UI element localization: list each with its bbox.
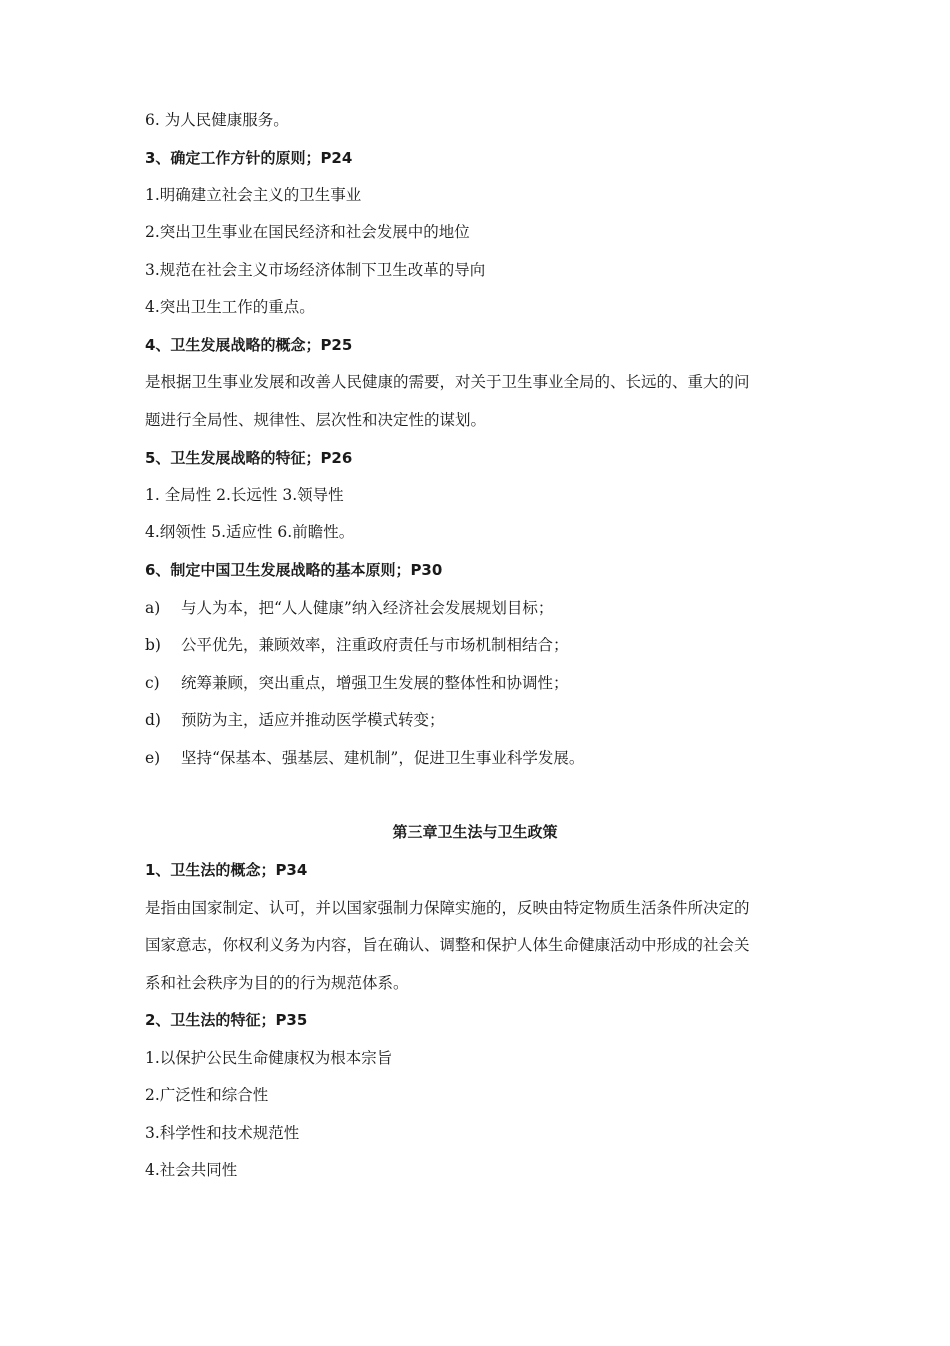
paragraph-line: 题进行全局性、规律性、层次性和决定性的谋划。 [145,411,487,429]
section-heading: 5、卫生发展战略的特征；P26 [145,449,353,467]
list-item: 6. 为人民健康服务。 [145,111,289,129]
paragraph-line: 是根据卫生事业发展和改善人民健康的需要，对关于卫生事业全局的、长远的、重大的问 [145,373,750,391]
list-item: 1. 全局性 2.长远性 3.领导性 [145,486,344,504]
section-heading: 4、卫生发展战略的概念；P25 [145,336,353,354]
list-item: 4.纲领性 5.适应性 6.前瞻性。 [145,523,355,541]
list-marker: e) [145,749,161,767]
paragraph-line: 是指由国家制定、认可，并以国家强制力保障实施的，反映由特定物质生活条件所决定的 [145,899,750,917]
list-text: 公平优先，兼顾效率，注重政府责任与市场机制相结合； [181,636,569,654]
list-item: 3.规范在社会主义市场经济体制下卫生改革的导向 [145,261,486,279]
list-marker: b) [145,636,161,654]
list-item: 3.科学性和技术规范性 [145,1124,300,1142]
chapter-title: 第三章卫生法与卫生政策 [392,823,558,841]
list-item: 2.突出卫生事业在国民经济和社会发展中的地位 [145,223,470,241]
paragraph-line: 系和社会秩序为目的的行为规范体系。 [145,974,409,992]
list-marker: d) [145,711,161,729]
list-marker: a) [145,599,161,617]
paragraph-line: 国家意志，你权利义务为内容，旨在确认、调整和保护人体生命健康活动中形成的社会关 [145,936,750,954]
list-item [145,710,810,730]
section-heading: 3、确定工作方针的原则；P24 [145,149,353,167]
section-heading: 2、卫生法的特征；P35 [145,1011,308,1029]
list-text: 坚持“保基本、强基层、建机制”，促进卫生事业科学发展。 [181,749,585,767]
list-item [145,598,810,618]
list-item: 2.广泛性和综合性 [145,1086,269,1104]
list-item: 1.明确建立社会主义的卫生事业 [145,186,362,204]
list-text: 与人为本，把“人人健康”纳入经济社会发展规划目标； [181,599,554,617]
list-item [145,748,810,768]
list-item: 1.以保护公民生命健康权为根本宗旨 [145,1049,393,1067]
list-item [145,673,810,693]
section-heading: 1、卫生法的概念；P34 [145,861,308,879]
list-text: 统筹兼顾，突出重点，增强卫生发展的整体性和协调性； [181,674,569,692]
list-marker: c) [145,674,160,692]
section-heading: 6、制定中国卫生发展战略的基本原则；P30 [145,561,443,579]
list-item: 4.社会共同性 [145,1161,238,1179]
list-item [145,635,810,655]
list-text: 预防为主，适应并推动医学模式转变； [181,711,445,729]
list-item: 4.突出卫生工作的重点。 [145,298,315,316]
